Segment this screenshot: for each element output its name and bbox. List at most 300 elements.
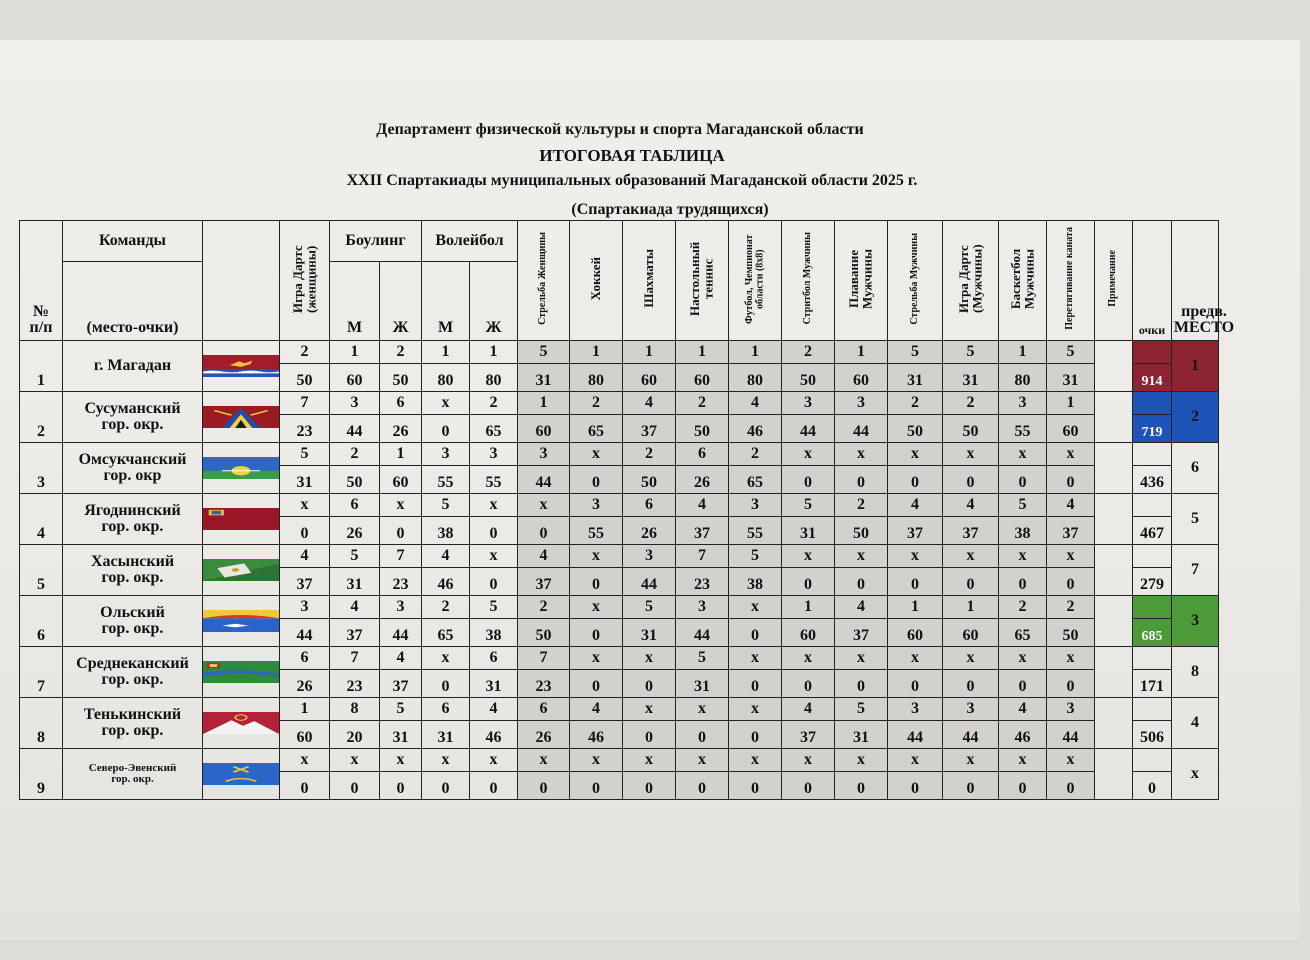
place-value: 3 [280,596,330,619]
points-highlight [1133,392,1172,415]
place-value: x [470,545,518,568]
place-value: 1 [1047,392,1095,415]
points-highlight [1133,647,1172,670]
score-value: 37 [380,670,422,698]
score-value: 0 [835,466,888,494]
score-value: 0 [422,415,470,443]
place-value: 3 [422,443,470,466]
place-value: x [380,749,422,772]
score-value: 80 [999,364,1047,392]
header-bowling: Боулинг [330,221,422,262]
place-value: 2 [782,341,835,364]
row-number: 8 [20,698,63,749]
header-hockey: Хоккей [570,221,623,341]
score-value: 50 [280,364,330,392]
total-points: 719 [1133,415,1172,443]
header-tug-of-war: Перетягивание каната [1047,221,1095,341]
place-value: 3 [835,392,888,415]
team-name [63,596,203,647]
place-value: x [888,545,943,568]
score-value: 44 [380,619,422,647]
place-value: x [1047,545,1095,568]
score-value: 31 [835,721,888,749]
place-value: x [1047,443,1095,466]
note-cell [1095,596,1133,647]
susuman-flag-icon [203,392,280,443]
department-heading: Департамент физической культуры и спорта Магаданской области [376,121,864,138]
place-value: x [422,749,470,772]
place-value: x [570,647,623,670]
place-value: 6 [330,494,380,517]
score-value: 60 [380,466,422,494]
score-value: 0 [280,772,330,800]
place-value: 2 [888,392,943,415]
note-cell [1095,647,1133,698]
final-place: 1 [1172,341,1219,392]
score-value: 55 [570,517,623,545]
row-number: 3 [20,443,63,494]
place-value: 3 [380,596,422,619]
team-name-line1: Сусуманский [84,400,181,417]
place-value: x [888,749,943,772]
score-value: 0 [280,517,330,545]
place-value: x [999,647,1047,670]
note-cell [1095,545,1133,596]
score-value: 60 [835,364,888,392]
place-value: x [835,647,888,670]
score-value: 46 [999,721,1047,749]
place-value: 6 [470,647,518,670]
place-value: x [888,443,943,466]
place-value: 1 [422,341,470,364]
score-value: 44 [835,415,888,443]
points-highlight [1133,596,1172,619]
team-name-line1: Хасынский [90,553,175,570]
score-value: 0 [470,772,518,800]
results-table [19,220,1288,800]
score-value: 31 [1047,364,1095,392]
team-name [63,341,203,392]
team-name-line2: гор. окр. [111,773,154,785]
score-value: 0 [999,466,1047,494]
place-value: x [782,647,835,670]
page-subtitle: XXII Спартакиады муниципальных образований Магаданской области 2025 г. [346,172,918,189]
place-value: x [380,494,422,517]
place-value: 4 [623,392,676,415]
severo-evensk-flag-icon [203,749,280,800]
place-value: 4 [380,647,422,670]
place-value: x [570,443,623,466]
final-place: 5 [1172,494,1219,545]
score-value: 65 [570,415,623,443]
points-highlight [1133,749,1172,772]
place-value: 7 [330,647,380,670]
place-value: x [835,545,888,568]
team-name-line1: Северо-Эвенский [88,762,177,774]
place-value: 1 [570,341,623,364]
header-bowling-m: М [330,262,380,341]
srednekan-flag-icon [203,647,280,698]
place-value: x [623,698,676,721]
note-cell [1095,341,1133,392]
header-table-tennis: Настольный теннис [676,221,729,341]
table-row [20,596,1288,619]
header-flag [203,221,280,341]
score-value: 23 [280,415,330,443]
score-value: 0 [729,670,782,698]
points-highlight [1133,698,1172,721]
score-value: 50 [676,415,729,443]
score-value: 26 [623,517,676,545]
place-value: 4 [999,698,1047,721]
score-value: 0 [943,670,999,698]
place-value: 2 [729,443,782,466]
header-note: Примечание [1095,221,1133,341]
score-value: 46 [422,568,470,596]
table-row [20,494,1288,517]
score-value: 23 [518,670,570,698]
place-value: 5 [888,341,943,364]
score-value: 0 [422,670,470,698]
place-value: x [782,749,835,772]
score-value: 20 [330,721,380,749]
place-value: 5 [518,341,570,364]
score-value: 0 [1047,568,1095,596]
place-value: 3 [470,443,518,466]
place-value: x [729,749,782,772]
row-number: 7 [20,647,63,698]
score-value: 50 [888,415,943,443]
score-value: 50 [1047,619,1095,647]
score-value: 0 [623,721,676,749]
place-value: 6 [518,698,570,721]
place-value: 6 [280,647,330,670]
place-value: 3 [330,392,380,415]
place-value: 4 [888,494,943,517]
place-value: 4 [676,494,729,517]
khasyn-flag-icon [203,545,280,596]
table-row [20,392,1288,415]
header-streetball: Стритбол Мужчины [782,221,835,341]
total-points: 171 [1133,670,1172,698]
score-value: 0 [999,568,1047,596]
place-value: 7 [676,545,729,568]
score-value: 60 [888,619,943,647]
place-value: 4 [1047,494,1095,517]
total-points: 467 [1133,517,1172,545]
score-value: 0 [835,568,888,596]
score-value: 80 [570,364,623,392]
total-points: 0 [1133,772,1172,800]
page-subtitle-2: (Спартакиада трудящихся) [571,201,769,218]
score-value: 0 [999,670,1047,698]
total-points: 914 [1133,364,1172,392]
place-value: 2 [999,596,1047,619]
score-value: 26 [330,517,380,545]
place-value: 5 [676,647,729,670]
score-value: 44 [330,415,380,443]
score-value: 0 [518,517,570,545]
score-value: 0 [782,568,835,596]
score-value: 65 [422,619,470,647]
score-value: 31 [676,670,729,698]
place-value: x [835,749,888,772]
score-value: 0 [943,466,999,494]
header-teams: Команды [63,221,203,262]
header-shooting-men: Стрельба Мужчины [888,221,943,341]
place-value: x [729,596,782,619]
score-value: 31 [380,721,422,749]
score-value: 0 [888,670,943,698]
score-value: 26 [380,415,422,443]
score-value: 44 [518,466,570,494]
score-value: 0 [1047,466,1095,494]
score-value: 44 [888,721,943,749]
score-value: 38 [470,619,518,647]
place-value: x [676,698,729,721]
score-value: 0 [570,619,623,647]
header-points: очки [1133,221,1172,341]
score-value: 44 [782,415,835,443]
place-value: x [999,545,1047,568]
score-value: 0 [422,772,470,800]
place-value: x [570,596,623,619]
points-highlight [1133,545,1172,568]
place-value: x [835,443,888,466]
place-value: 2 [676,392,729,415]
score-value: 0 [888,466,943,494]
score-value: 0 [943,568,999,596]
table-row [20,647,1288,670]
score-value: 46 [729,415,782,443]
place-value: 5 [1047,341,1095,364]
score-value: 0 [676,721,729,749]
place-value: 1 [943,596,999,619]
place-value: x [518,494,570,517]
place-value: 1 [999,341,1047,364]
team-name [63,647,203,698]
place-value: 4 [835,596,888,619]
score-value: 50 [518,619,570,647]
score-value: 60 [943,619,999,647]
place-value: x [570,749,623,772]
score-value: 38 [999,517,1047,545]
place-value: x [422,392,470,415]
header-darts-women: Игра Дартс (женщины) [280,221,330,341]
place-value: 6 [623,494,676,517]
score-value: 44 [676,619,729,647]
place-value: 3 [676,596,729,619]
place-value: 2 [280,341,330,364]
score-value: 31 [280,466,330,494]
note-cell [1095,392,1133,443]
score-value: 0 [380,772,422,800]
score-value: 37 [835,619,888,647]
place-value: 4 [280,545,330,568]
place-value: 2 [518,596,570,619]
place-value: x [1047,647,1095,670]
place-value: 1 [835,341,888,364]
team-name-line1: Ягоднинский [84,502,181,519]
place-value: x [729,698,782,721]
note-cell [1095,749,1133,800]
place-value: x [999,443,1047,466]
team-name [63,392,203,443]
score-value: 0 [676,772,729,800]
team-name-line1: Ольский [100,604,165,621]
place-value: 4 [943,494,999,517]
place-value: 1 [676,341,729,364]
place-value: x [729,647,782,670]
score-value: 0 [1047,670,1095,698]
place-value: 1 [330,341,380,364]
team-name [63,494,203,545]
place-value: x [676,749,729,772]
place-value: x [422,647,470,670]
header-swimming: Плавание Мужчины [835,221,888,341]
note-cell [1095,698,1133,749]
yagodnoe-flag-icon [203,494,280,545]
ola-flag-icon [203,596,280,647]
score-value: 80 [729,364,782,392]
place-value: x [280,749,330,772]
header-bowling-zh: Ж [380,262,422,341]
place-value: 4 [422,545,470,568]
team-name-line2: гор. окр. [101,620,164,637]
place-value: 4 [518,545,570,568]
total-points: 506 [1133,721,1172,749]
score-value: 23 [380,568,422,596]
score-value: 50 [623,466,676,494]
place-value: 2 [623,443,676,466]
magadan-flag-icon [203,341,280,392]
place-value: 2 [835,494,888,517]
score-value: 0 [835,772,888,800]
header-teams-sub: (место-очки) [63,262,203,341]
score-value: 80 [470,364,518,392]
place-value: x [999,749,1047,772]
score-value: 37 [1047,517,1095,545]
place-value: 3 [943,698,999,721]
omsukchan-flag-icon [203,443,280,494]
team-name [63,749,203,800]
header-chess: Шахматы [623,221,676,341]
score-value: 23 [330,670,380,698]
score-value: 55 [729,517,782,545]
score-value: 0 [888,772,943,800]
team-name [63,443,203,494]
place-value: 5 [999,494,1047,517]
final-place: 3 [1172,596,1219,647]
place-value: 3 [999,392,1047,415]
place-value: x [330,749,380,772]
place-value: 3 [570,494,623,517]
place-value: x [470,749,518,772]
place-value: 2 [422,596,470,619]
score-value: 50 [943,415,999,443]
team-name-line1: Омсукчанский [78,451,187,468]
place-value: x [623,647,676,670]
score-value: 0 [623,772,676,800]
place-value: 2 [943,392,999,415]
score-value: 31 [470,670,518,698]
score-value: 65 [470,415,518,443]
score-value: 0 [835,670,888,698]
place-value: 4 [782,698,835,721]
score-value: 44 [623,568,676,596]
score-value: 0 [729,721,782,749]
place-value: 2 [330,443,380,466]
total-points: 685 [1133,619,1172,647]
score-value: 55 [470,466,518,494]
score-value: 44 [1047,721,1095,749]
place-value: 1 [782,596,835,619]
place-value: 1 [280,698,330,721]
table-row [20,698,1288,721]
place-value: 6 [380,392,422,415]
table-row [20,341,1288,364]
score-value: 60 [623,364,676,392]
page-title: ИТОГОВАЯ ТАБЛИЦА [539,146,725,165]
total-points: 436 [1133,466,1172,494]
score-value: 55 [999,415,1047,443]
final-place: 7 [1172,545,1219,596]
score-value: 46 [470,721,518,749]
header-shooting-women: Стрельба Женщины [518,221,570,341]
score-value: 0 [470,568,518,596]
place-value: 7 [280,392,330,415]
header-volleyball-m: М [422,262,470,341]
team-name-line2: гор. окр. [101,416,164,433]
place-value: x [782,545,835,568]
place-value: x [943,545,999,568]
place-value: 1 [729,341,782,364]
score-value: 50 [330,466,380,494]
score-value: 26 [518,721,570,749]
place-value: 1 [888,596,943,619]
score-value: 0 [570,568,623,596]
header-num: № п/п [20,221,63,341]
place-value: 2 [380,341,422,364]
place-value: 6 [676,443,729,466]
row-number: 6 [20,596,63,647]
place-value: x [1047,749,1095,772]
score-value: 31 [330,568,380,596]
place-value: 7 [380,545,422,568]
score-value: 37 [623,415,676,443]
row-number: 1 [20,341,63,392]
place-value: 1 [380,443,422,466]
score-value: 31 [943,364,999,392]
place-value: 5 [470,596,518,619]
team-name-line1: Тенькинский [83,706,182,723]
team-name-line2: гор. окр [103,467,162,484]
points-highlight [1133,494,1172,517]
score-value: 65 [729,466,782,494]
place-value: 3 [1047,698,1095,721]
final-place: x [1172,749,1219,800]
table-row [20,545,1288,568]
score-value: 38 [422,517,470,545]
place-value: x [623,749,676,772]
team-name [63,545,203,596]
header-volleyball: Волейбол [422,221,518,262]
score-value: 23 [676,568,729,596]
score-value: 0 [782,670,835,698]
score-value: 0 [570,772,623,800]
header-place: предв. МЕСТО [1172,221,1219,341]
place-value: 5 [623,596,676,619]
